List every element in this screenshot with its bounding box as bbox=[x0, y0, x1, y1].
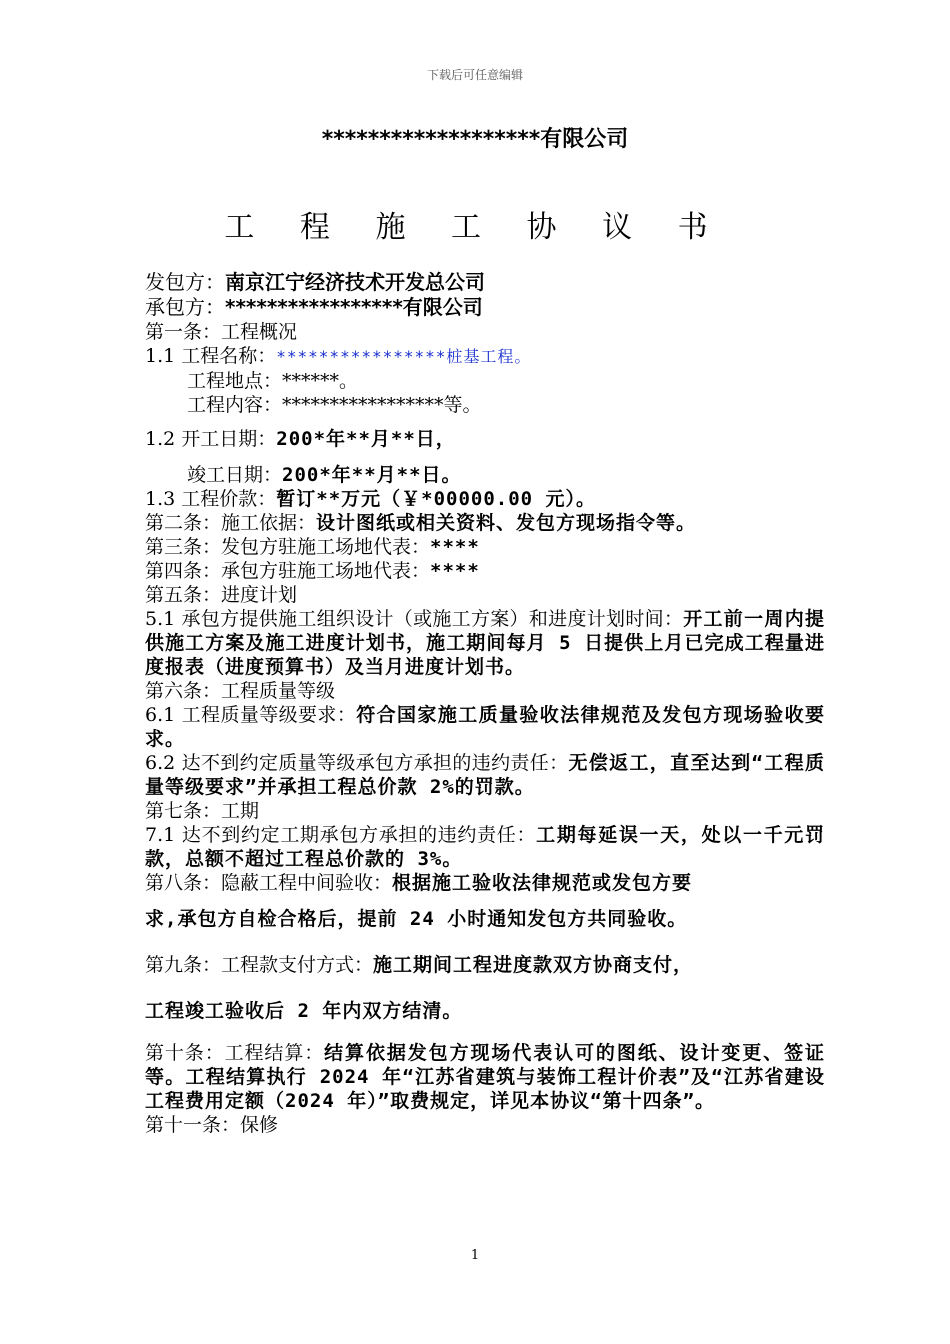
contractor-line bbox=[145, 295, 825, 320]
article7-clause1-value: 工期每延误一天，处以一千元罚款，总额不超过工程总价款的 3%。 bbox=[145, 824, 825, 870]
article1-heading: 第一条：工程概况 bbox=[145, 321, 298, 343]
company-heading: *******************有限公司 bbox=[321, 127, 629, 152]
article9-label: 第九条：工程款支付方式： bbox=[145, 954, 374, 976]
article3-label: 第三条：发包方驻施工场地代表： bbox=[145, 536, 431, 558]
article4-value: **** bbox=[430, 560, 480, 582]
employer-line bbox=[145, 270, 825, 295]
price-value: 暂订**万元（￥*00000.00 元）。 bbox=[276, 488, 597, 510]
project-content-label: 工程内容： bbox=[187, 394, 283, 416]
article6-heading: 第六条：工程质量等级 bbox=[145, 680, 336, 702]
article8-value-cont: 求,承包方自检合格后，提前 24 小时通知发包方共同验收。 bbox=[145, 908, 688, 930]
article7-heading: 第七条：工期 bbox=[145, 800, 260, 822]
article8-label: 第八条：隐蔽工程中间验收： bbox=[145, 872, 393, 894]
article9-value-cont: 工程竣工验收后 2 年内双方结清。 bbox=[145, 1000, 463, 1022]
end-date-value: 200*年**月**日。 bbox=[282, 464, 462, 486]
contractor-label: 承包方： bbox=[145, 295, 225, 319]
article5-clause1-label: 5.1 承包方提供施工组织设计（或施工方案）和进度计划时间： bbox=[145, 608, 684, 630]
project-location-value: ******。 bbox=[282, 370, 359, 392]
article5-heading: 第五条：进度计划 bbox=[145, 584, 298, 606]
article8-line bbox=[145, 871, 825, 895]
article6-clause1-label: 6.1 工程质量等级要求： bbox=[145, 704, 357, 726]
document-title: 工 程 施 工 协 议 书 bbox=[224, 210, 726, 245]
project-name-value: ****************桩基工程。 bbox=[276, 347, 532, 366]
article6-clause2-value: 无偿返工，直至达到“工程质量等级要求”并承担工程总价款 2%的罚款。 bbox=[145, 752, 825, 798]
article9-value: 施工期间工程进度款双方协商支付， bbox=[373, 954, 694, 976]
contractor-value: *****************有限公司 bbox=[225, 295, 483, 319]
project-content-line bbox=[145, 393, 825, 417]
agreement-body bbox=[145, 270, 825, 1137]
page-number: 1 bbox=[470, 1248, 480, 1263]
article6-clause2 bbox=[145, 751, 825, 799]
article9-line2 bbox=[145, 999, 825, 1023]
start-date-value: 200*年**月**日， bbox=[276, 428, 456, 450]
start-date-line bbox=[145, 427, 825, 451]
article5-clause1-value: 开工前一周内提供施工方案及施工进度计划书，施工期间每月 5 日提供上月已完成工程量进度报表（进度预算书）及当月进度计划书。 bbox=[145, 608, 825, 678]
article4-label: 第四条：承包方驻施工场地代表： bbox=[145, 560, 431, 582]
article8-value: 根据施工验收法律规范或发包方要 bbox=[392, 872, 693, 894]
article4-line bbox=[145, 559, 825, 583]
project-name-label: 1.1 工程名称： bbox=[145, 345, 277, 367]
article7-clause1 bbox=[145, 823, 825, 871]
employer-label: 发包方： bbox=[145, 270, 225, 294]
article10-value: 结算依据发包方现场代表认可的图纸、设计变更、签证等。工程结算执行 2024 年“江苏省建筑与装饰工程计价表”及“江苏省建设工程费用定额（2024 年）”取费规定，详见本协议“第十四条”。 bbox=[145, 1042, 825, 1112]
employer-value: 南京江宁经济技术开发总公司 bbox=[225, 270, 485, 294]
start-date-label: 1.2 开工日期： bbox=[145, 428, 277, 450]
article10-label: 第十条：工程结算： bbox=[145, 1042, 325, 1064]
header-note: 下载后可任意编辑 bbox=[426, 68, 523, 82]
price-line bbox=[145, 487, 825, 511]
end-date-label: 竣工日期： bbox=[187, 464, 283, 486]
article9-line bbox=[145, 953, 825, 977]
price-label: 1.3 工程价款： bbox=[145, 488, 277, 510]
article11-heading: 第十一条：保修 bbox=[145, 1114, 279, 1136]
article6-clause1-value: 符合国家施工质量验收法律规范及发包方现场验收要求。 bbox=[145, 704, 825, 750]
article3-value: **** bbox=[430, 536, 480, 558]
article5-clause1 bbox=[145, 607, 825, 679]
project-location-line bbox=[145, 369, 825, 393]
article2-line bbox=[145, 511, 825, 535]
end-date-line bbox=[145, 463, 825, 487]
article3-line bbox=[145, 535, 825, 559]
article2-label: 第二条：施工依据： bbox=[145, 512, 317, 534]
article6-clause2-label: 6.2 达不到约定质量等级承包方承担的违约责任： bbox=[145, 752, 569, 774]
article7-clause1-label: 7.1 达不到约定工期承包方承担的违约责任： bbox=[145, 824, 537, 846]
article8-line2 bbox=[145, 907, 825, 931]
project-location-label: 工程地点： bbox=[187, 370, 283, 392]
project-content-value: *****************等。 bbox=[282, 394, 482, 416]
project-name-line bbox=[145, 344, 825, 369]
article2-value: 设计图纸或相关资料、发包方现场指令等。 bbox=[316, 512, 697, 534]
article6-clause1 bbox=[145, 703, 825, 751]
article10-clause bbox=[145, 1041, 825, 1113]
